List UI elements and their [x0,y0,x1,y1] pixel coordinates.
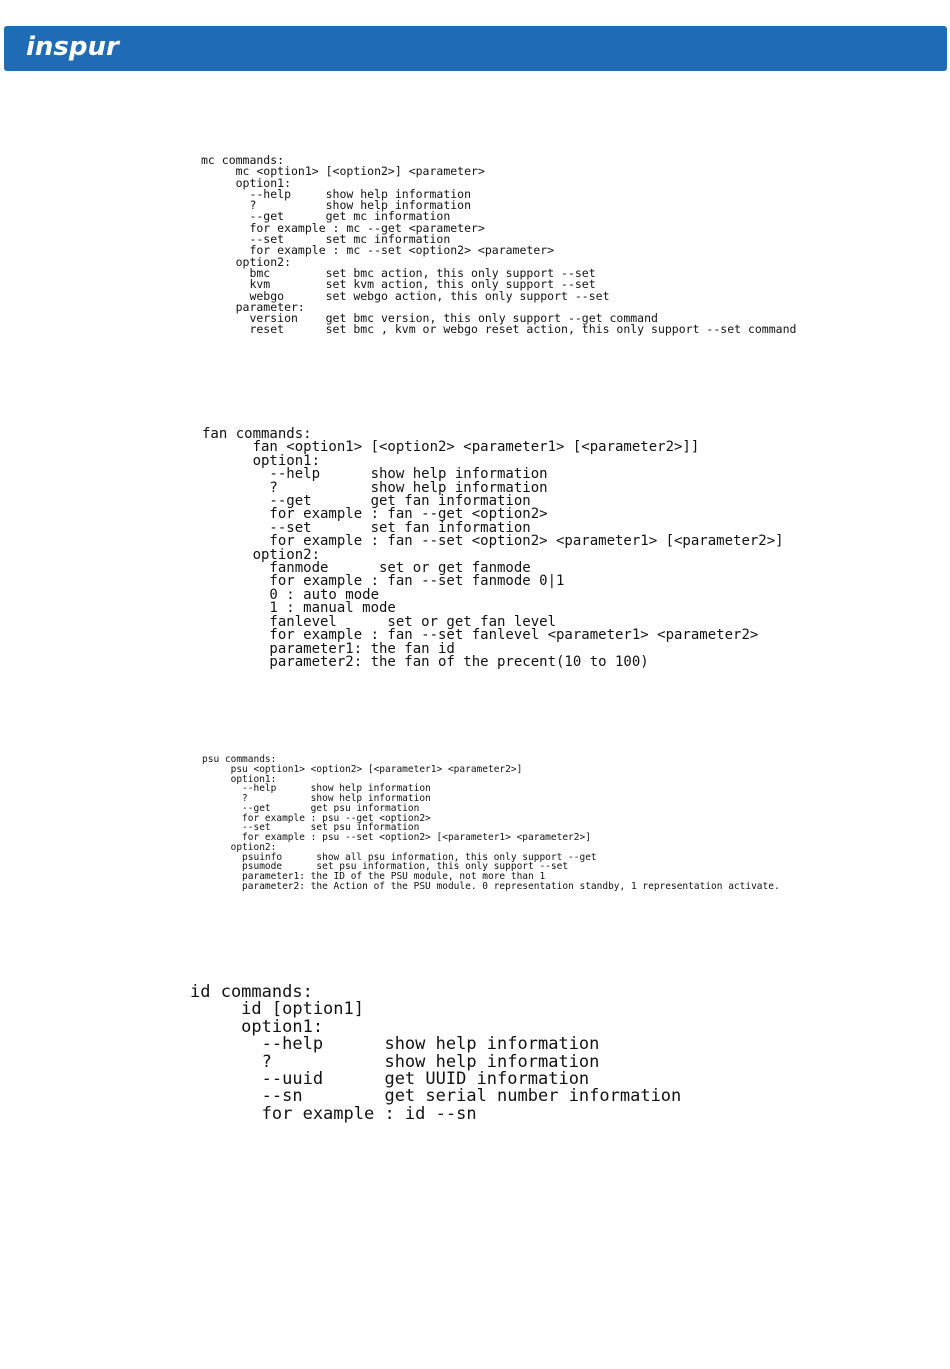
mc-command-line: option1: [201,175,292,190]
id-command-line: id [option1] [190,999,364,1020]
mc-command-line: for example : mc --set <option2> <parameter> [201,243,555,258]
mc-command-line: option2: [201,254,292,269]
fan-command-line: for example : fan --set <option2> <parameter1> [<parameter2>] [202,533,784,550]
mc-command-line: mc commands: [201,153,285,167]
psu-command-line: psu <option1> <option2> [<parameter1> <parameter2>] [202,763,523,775]
id-commands-block [190,984,681,1123]
mc-command-line: kvm set kvm action, this only support --set [201,277,596,292]
psu-command-line: --get get psu information [202,802,420,814]
fan-command-line: for example : fan --get <option2> [202,506,548,523]
fan-command-line: --get get fan information [202,493,531,510]
fan-command-line: option2: [202,546,321,563]
fan-command-line: fanlevel set or get fan level [202,613,557,630]
psu-command-line: parameter2: the Action of the PSU module. 0 representation standby, 1 representation activate. [202,880,780,892]
mc-command-line: --get get mc information [201,209,451,224]
fan-command-line: ? show help information [202,479,548,496]
mc-command-line: for example : mc --get <parameter> [201,220,485,235]
fan-command-line: 0 : auto mode [202,586,380,603]
fan-command-line: for example : fan --set fanlevel <parameter1> <parameter2> [202,627,759,644]
id-command-line: ? show help information [190,1051,600,1072]
fan-command-line: option1: [202,452,321,469]
id-command-line: id commands: [190,982,313,1002]
fan-command-line: --set set fan information [202,519,531,536]
mc-command-line: mc <option1> [<option2>] <parameter> [201,164,485,179]
mc-command-line: webgo set webgo action, this only support --set [201,288,610,303]
fan-command-line: fan <option1> [<option2> <parameter1> [<parameter2>]] [202,439,700,456]
page-header-bar [4,26,947,71]
id-command-line: --uuid get UUID information [190,1069,590,1090]
psu-command-line: parameter1: the ID of the PSU module, not more than 1 [202,871,546,882]
fan-command-line: parameter2: the fan of the precent(10 to 100) [202,653,649,670]
id-command-line: for example : id --sn [190,1103,477,1124]
fan-commands-block [202,428,784,669]
psu-commands-block [202,755,780,892]
mc-command-line: bmc set bmc action, this only support --set [201,265,596,280]
psu-command-line: for example : psu --get <option2> [202,812,431,824]
mc-command-line: ? show help information [201,198,472,213]
id-command-line: --help show help information [190,1034,600,1055]
id-command-line: option1: [190,1016,324,1037]
mc-command-line: --help show help information [201,186,472,201]
mc-command-line: --set set mc information [201,232,451,247]
psu-command-line: --set set psu information [202,822,420,834]
fan-command-line: 1 : manual mode [202,600,396,617]
mc-command-line: reset set bmc , kvm or webgo reset action, this only support --set command [201,322,797,337]
psu-command-line: ? show help information [202,793,431,804]
inspur-logo: inspur [26,32,119,62]
psu-command-line: psumode set psu information, this only support --set [202,861,569,873]
psu-command-line: psuinfo show all psu information, this only support --get [202,851,597,863]
fan-command-line: parameter1: the fan id [202,640,455,657]
psu-command-line: --help show help information [202,783,431,795]
mc-command-line: version get bmc version, this only support --get command [201,311,658,326]
psu-command-line: option2: [202,841,277,853]
fan-command-line: for example : fan --set fanmode 0|1 [202,573,565,590]
fan-command-line: fanmode set or get fanmode [202,560,531,577]
fan-command-line: --help show help information [202,466,548,483]
psu-command-line: option1: [202,773,277,785]
psu-command-line: psu commands: [202,754,277,765]
mc-command-line: parameter: [201,299,305,314]
fan-command-line: fan commands: [202,426,312,442]
id-command-line: --sn get serial number information [190,1086,682,1107]
mc-commands-block [201,155,796,336]
psu-command-line: for example : psu --set <option2> [<parameter1> <parameter2>] [202,832,591,843]
